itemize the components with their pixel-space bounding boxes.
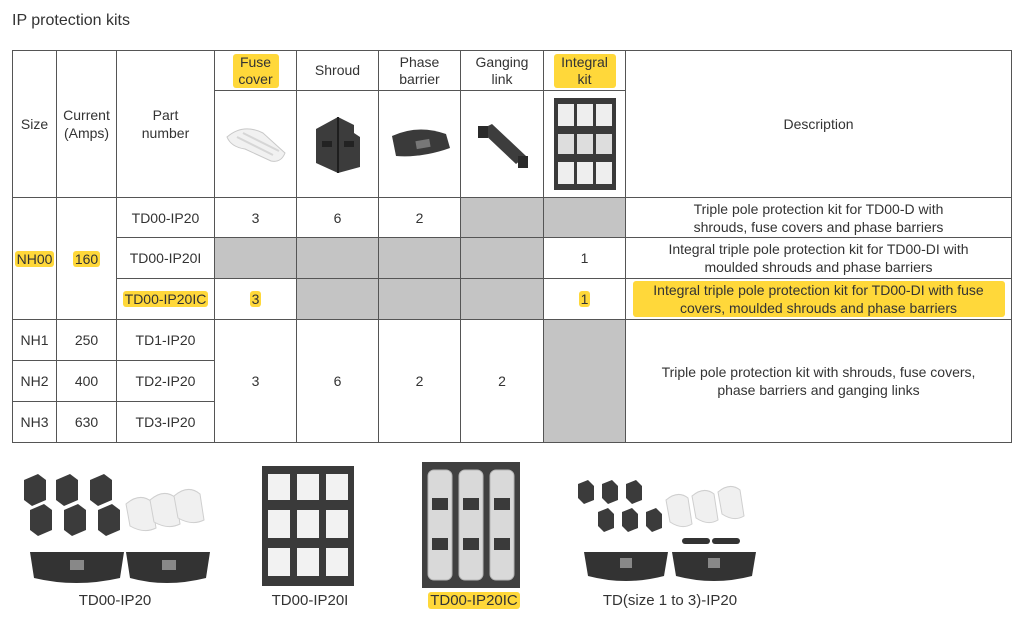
part-td00-ip20ic: TD00-IP20IC (124, 291, 207, 307)
group-description (626, 320, 1012, 443)
header-phase-barrier (379, 51, 461, 91)
size-nh1: NH1 (13, 320, 57, 361)
group-description-text: Triple pole protection kit with shrouds, fuse covers, phase barriers and ganging links (661, 364, 976, 398)
size-nh3: NH3 (13, 402, 57, 443)
header-part-number (117, 51, 215, 198)
row3-ganging-link-empty (461, 279, 544, 320)
part-td2-ip20: TD2-IP20 (117, 361, 215, 402)
group-phase-barrier: 2 (379, 320, 461, 443)
current-160: 160 (74, 250, 99, 267)
header-part-number-label: Part number (141, 107, 190, 141)
kit-label-td00-ip20ic-cell (420, 592, 528, 609)
part-td3-ip20: TD3-IP20 (117, 402, 215, 443)
row2-integral-kit: 1 (544, 238, 626, 279)
header-current (57, 51, 117, 198)
header-description: Description (626, 51, 1012, 198)
header-size: Size (13, 51, 57, 198)
kit-picture-td00-ip20i (258, 462, 358, 590)
kit-label-td00-ip20: TD00-IP20 (78, 592, 152, 609)
row2-phase-barrier-empty (379, 238, 461, 279)
header-ganging-link (461, 51, 544, 91)
row3-phase-barrier-empty (379, 279, 461, 320)
integral-kit-picture (544, 91, 626, 198)
group-fuse-cover: 3 (215, 320, 297, 443)
header-phase-barrier-label: Phase barrier (399, 53, 440, 87)
row2-description (626, 238, 1012, 279)
row3-integral-kit: 1 (580, 291, 589, 307)
row2-shroud-empty (297, 238, 379, 279)
row1-shroud: 6 (297, 198, 379, 238)
phase-barrier-picture (379, 91, 461, 198)
kit-picture-td00-ip20ic (418, 458, 524, 592)
row1-description (626, 198, 1012, 238)
ip-kits-table (12, 50, 1012, 443)
row3-shroud-empty (297, 279, 379, 320)
row1-description-text: Triple pole protection kit for TD00-D with shrouds, fuse covers and phase barriers (693, 200, 944, 235)
row3-description (626, 279, 1012, 320)
shroud-picture (297, 91, 379, 198)
row2-fuse-cover-empty (215, 238, 297, 279)
current-630: 630 (57, 402, 117, 443)
part-td00-ip20: TD00-IP20 (117, 198, 215, 238)
kit-picture-td-size1-3-ip20 (572, 476, 762, 588)
header-ganging-link-label: Ganging link (475, 53, 529, 87)
part-td1-ip20: TD1-IP20 (117, 320, 215, 361)
current-400: 400 (57, 361, 117, 402)
group-shroud: 6 (297, 320, 379, 443)
header-shroud: Shroud (297, 51, 379, 91)
page-title: IP protection kits (12, 12, 130, 29)
ganging-link-picture (461, 91, 544, 198)
size-cell-nh00 (13, 198, 57, 320)
kit-label-td00-ip20i: TD00-IP20I (271, 592, 349, 609)
row1-integral-kit-empty (544, 198, 626, 238)
part-td00-ip20ic-cell (117, 279, 215, 320)
size-nh00: NH00 (16, 250, 53, 267)
header-fuse-cover (215, 51, 297, 91)
row3-description-text: Integral triple pole protection kit for TD00-DI with fuse covers, moulded shrouds and phase barriers (633, 281, 1005, 317)
current-cell-160 (57, 198, 117, 320)
row2-ganging-link-empty (461, 238, 544, 279)
header-current-label: Current (Amps) (63, 107, 110, 141)
current-250: 250 (57, 320, 117, 361)
part-td00-ip20i: TD00-IP20I (117, 238, 215, 279)
header-integral-kit-label: Integral kit (554, 54, 616, 88)
row1-fuse-cover: 3 (215, 198, 297, 238)
kit-label-td00-ip20ic: TD00-IP20IC (430, 592, 518, 609)
row1-ganging-link-empty (461, 198, 544, 238)
row1-phase-barrier: 2 (379, 198, 461, 238)
kit-label-td-size1-3-ip20: TD(size 1 to 3)-IP20 (602, 592, 738, 609)
kit-picture-td00-ip20 (16, 470, 216, 590)
row3-fuse-cover-cell (215, 279, 297, 320)
fuse-cover-picture (215, 91, 297, 198)
size-nh2: NH2 (13, 361, 57, 402)
group-integral-kit-empty (544, 320, 626, 443)
row3-fuse-cover: 3 (251, 291, 260, 307)
group-ganging-link: 2 (461, 320, 544, 443)
header-integral-kit (544, 51, 626, 91)
row2-description-text: Integral triple pole protection kit for TD00-DI with moulded shrouds and phase barriers (668, 241, 969, 275)
header-fuse-cover-label: Fuse cover (233, 54, 279, 88)
row3-integral-kit-cell (544, 279, 626, 320)
